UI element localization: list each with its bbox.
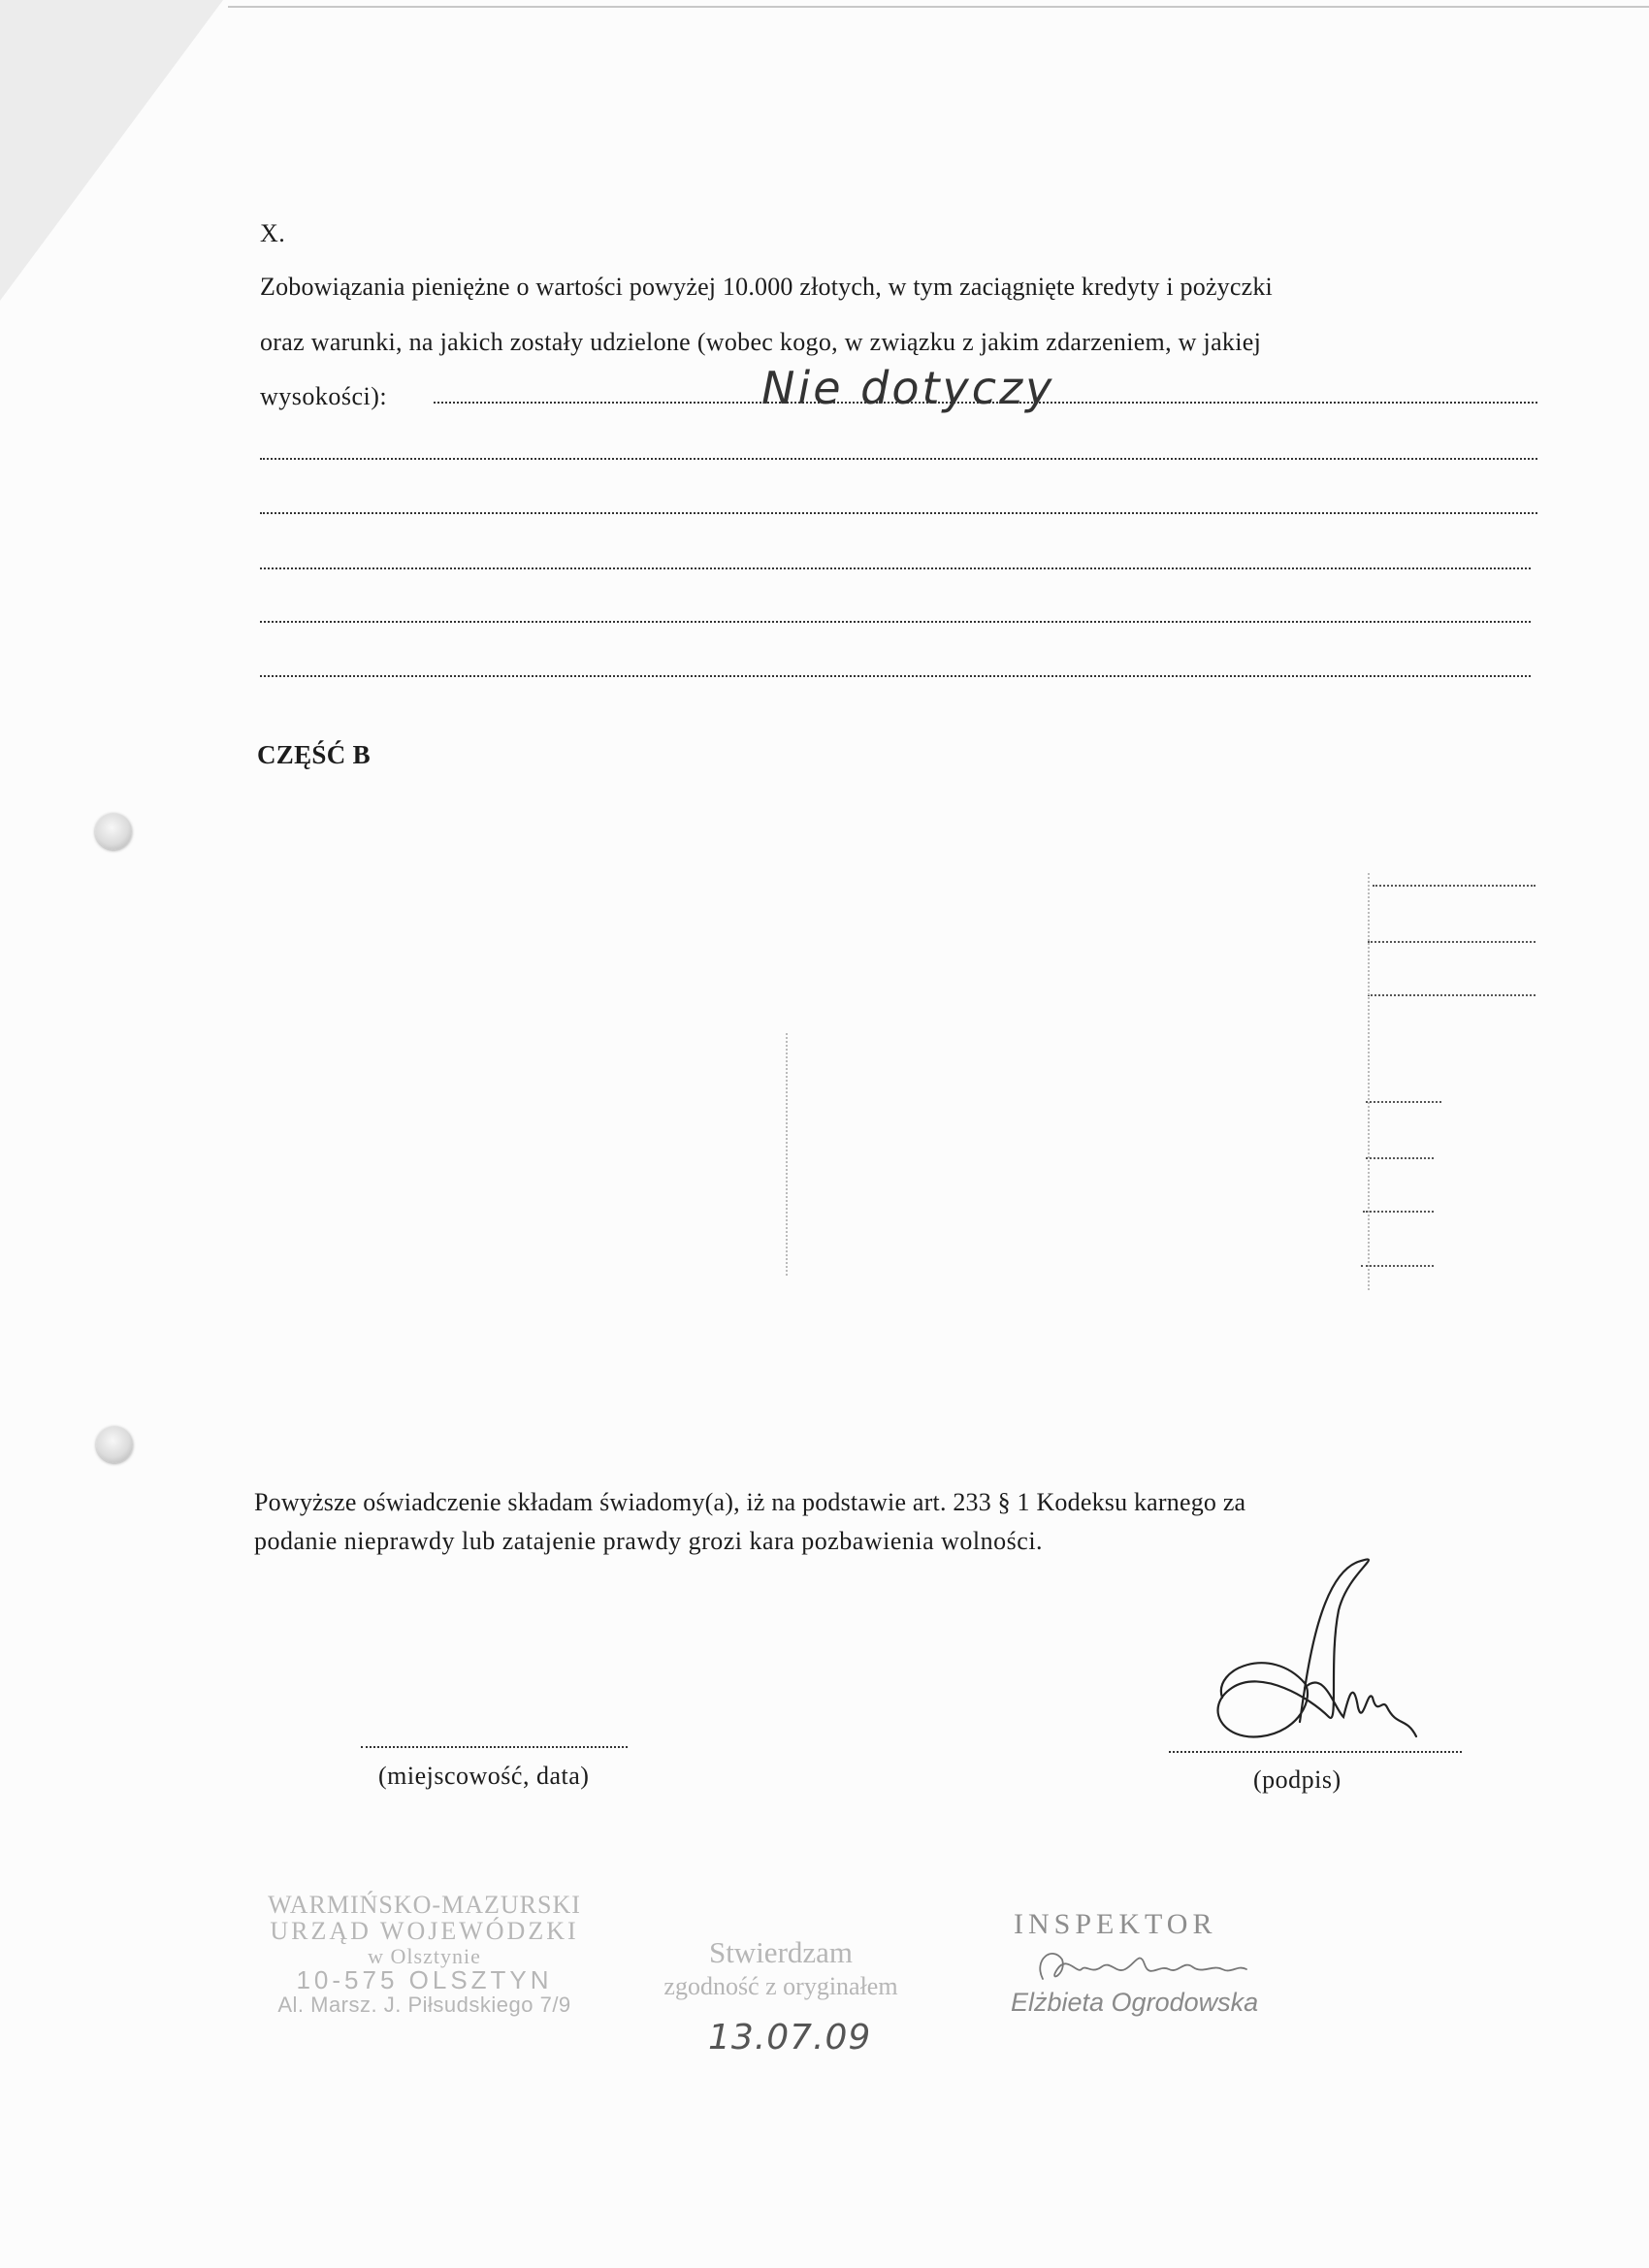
inspector-initials — [1028, 1940, 1280, 1993]
declaration-line-2: podanie nieprawdy lub zatajenie prawdy grozi kara pozbawienia wolności. — [254, 1527, 1044, 1555]
punch-hole-lower — [96, 1426, 133, 1463]
form-dots-3 — [1368, 994, 1536, 996]
section-x-number: X. — [260, 219, 286, 247]
answer-line-5 — [260, 621, 1531, 623]
certification-line-2: zgodność z oryginałem — [663, 1971, 898, 2000]
handwritten-signature — [1193, 1552, 1436, 1746]
punch-hole-upper — [95, 813, 132, 850]
form-column-rule-middle — [786, 1033, 788, 1276]
section-x-line-1: Zobowiązania pieniężne o wartości powyżej 10.000 złotych, w tym zaciągnięte kredyty i pożyczki — [260, 273, 1273, 301]
office-stamp-line-3: w Olsztynie — [368, 1943, 481, 1968]
answer-line-4 — [260, 567, 1531, 569]
section-x-line-2: oraz warunki, na jakich zostały udzielone (wobec kogo, w związku z jakim zdarzeniem, w jakiej — [260, 328, 1262, 356]
signature-label: (podpis) — [1253, 1766, 1342, 1794]
certification-stamp — [635, 1937, 926, 1999]
inspector-title: INSPEKTOR — [1014, 1908, 1217, 1940]
declaration-line-1: Powyższe oświadczenie składam świadomy(a), iż na podstawie art. 233 § 1 Kodeksu karnego za — [254, 1488, 1246, 1516]
answer-line-6 — [260, 675, 1531, 677]
form-dots-7 — [1361, 1265, 1434, 1267]
part-b-heading: CZĘŚĆ B — [257, 740, 371, 769]
folded-corner — [0, 0, 223, 301]
form-dots-2 — [1368, 941, 1536, 943]
office-stamp — [242, 1892, 606, 2016]
form-dots-1 — [1373, 885, 1536, 887]
office-stamp-line-1: WARMIŃSKO-MAZURSKI — [268, 1891, 581, 1919]
answer-line-2 — [260, 458, 1537, 460]
form-dots-5 — [1366, 1157, 1434, 1159]
certification-line-1: Stwierdzam — [708, 1935, 854, 1969]
form-dots-4 — [1366, 1101, 1441, 1103]
answer-line-3 — [260, 512, 1537, 514]
office-stamp-line-4: 10-575 OLSZTYN — [296, 1964, 553, 1994]
place-date-line — [361, 1746, 628, 1748]
handwritten-answer: Nie dotyczy — [761, 362, 1055, 414]
form-dots-6 — [1363, 1211, 1434, 1213]
office-stamp-line-2: URZĄD WOJEWÓDZKI — [270, 1917, 579, 1946]
certification-date: 13.07.09 — [708, 2018, 872, 2057]
section-x-line-3: wysokości): — [260, 382, 388, 410]
form-column-rule-right — [1368, 873, 1370, 1290]
inspector-name: Elżbieta Ogrodowska — [1011, 1988, 1259, 2017]
office-stamp-line-5: Al. Marsz. J. Piłsudskiego 7/9 — [277, 1992, 571, 2017]
signature-line — [1169, 1751, 1462, 1753]
place-date-label: (miejscowość, data) — [378, 1762, 590, 1790]
page-top-edge — [228, 6, 1649, 8]
